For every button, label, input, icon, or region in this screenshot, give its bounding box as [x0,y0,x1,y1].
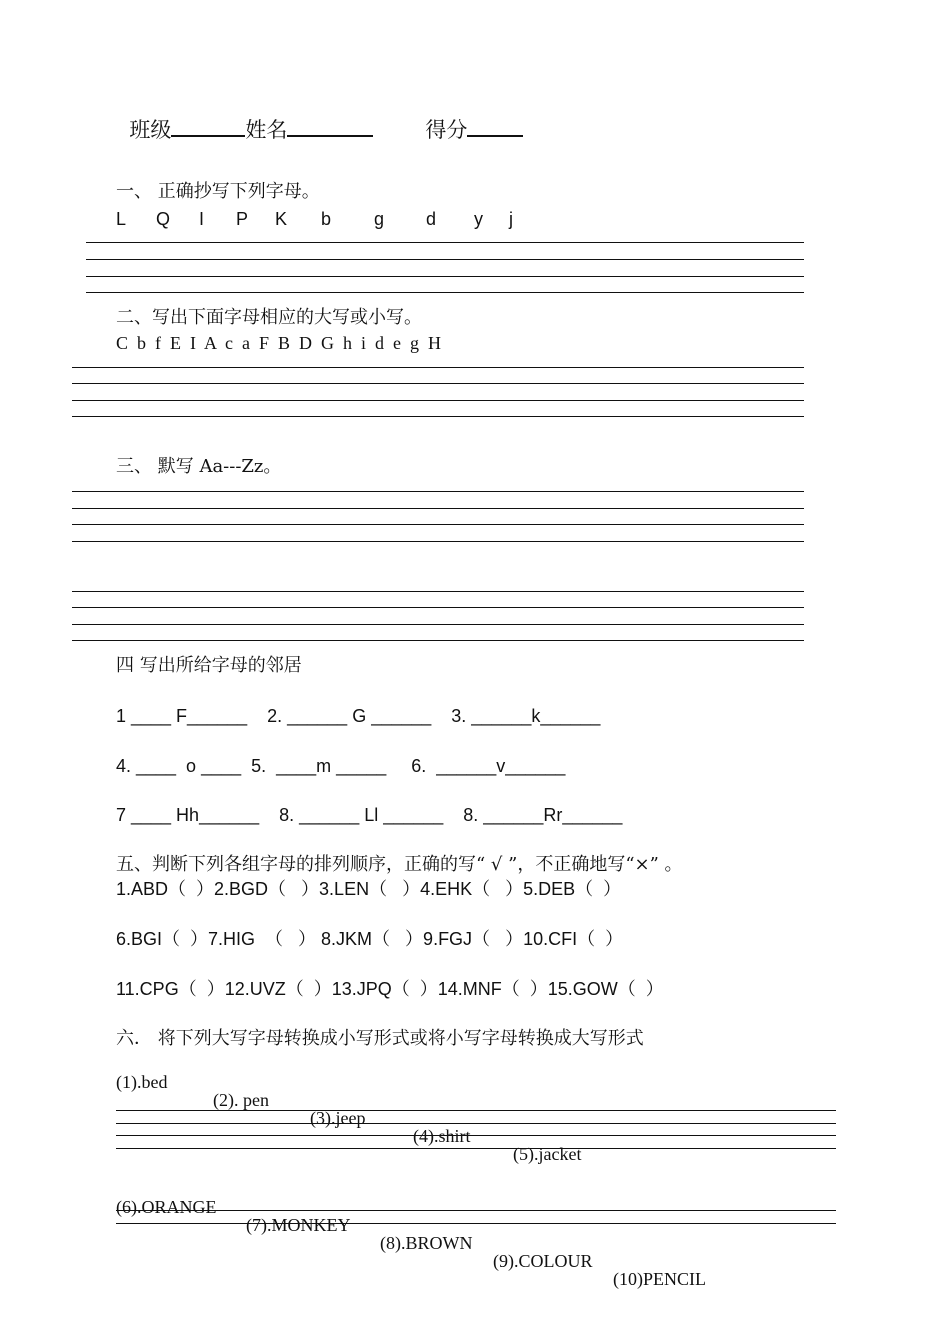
section6-words2 [0,1180,950,1289]
writing-line[interactable] [72,416,804,417]
section6-title: 六． 将下列大写字母转换成小写形式或将小写字母转换成大写形式 [116,1028,644,1049]
class-label: 班级 [129,118,172,142]
letter: y [474,209,483,229]
writing-line[interactable] [116,1135,836,1136]
score-blank[interactable] [467,117,523,137]
section4-row3[interactable]: 7 ____ Hh______ 8. ______ Ll ______ 8. ______Rr______ [116,805,623,825]
name-blank[interactable] [287,117,373,137]
section4-title: 四 写出所给字母的邻居 [116,655,302,676]
writing-line[interactable] [116,1123,836,1124]
writing-line[interactable] [116,1223,836,1224]
section6-words1 [0,1055,950,1164]
writing-line[interactable] [86,292,804,293]
word-item: (8).BROWN [380,1233,473,1253]
class-blank[interactable] [171,117,245,137]
writing-line[interactable] [72,524,804,525]
letter: I [199,209,205,229]
letter: K [275,209,288,229]
section3-title: 三、 默写 Aa---Zz。 [116,456,282,477]
letter: g [374,209,385,229]
writing-line[interactable] [86,259,804,260]
writing-line[interactable] [72,541,804,542]
letter: P [236,209,249,229]
word-item: (5).jacket [513,1144,582,1164]
letter: Q [156,209,171,229]
section1-letters [0,210,950,232]
header-row [116,96,523,141]
letter: b [321,209,332,229]
word-item: (3).jeep [310,1108,366,1128]
writing-line[interactable] [72,400,804,401]
name-label: 姓名 [245,118,288,142]
writing-line[interactable] [72,491,804,492]
section5-row3[interactable]: 11.CPG（ ）12.UVZ（ ）13.JPQ（ ）14.MNF（ ）15.GOW（ ） [116,979,664,999]
section5-title: 五、判断下列各组字母的排列顺序，正确的写“ √ ”，不正确地写“×” 。 [116,854,683,875]
word-item: (2). pen [213,1090,269,1110]
word-item: (7).MONKEY [246,1215,351,1235]
letter: d [426,209,437,229]
letter: j [509,209,513,229]
section5-row1[interactable]: 1.ABD（ ）2.BGD（ ）3.LEN（ ）4.EHK（ ）5.DEB（ ） [116,879,622,899]
writing-line[interactable] [116,1148,836,1149]
writing-line[interactable] [72,607,804,608]
section2-letters: C b f E I A c a F B D G h i d e g H [116,333,441,353]
word-item: (9).COLOUR [493,1251,593,1271]
writing-line[interactable] [72,383,804,384]
writing-line[interactable] [86,276,804,277]
score-label: 得分 [425,118,468,142]
writing-line[interactable] [72,508,804,509]
writing-line[interactable] [72,640,804,641]
writing-line[interactable] [116,1110,836,1111]
letter: L [116,209,127,229]
word-item: (1).bed [116,1072,168,1092]
section1-title: 一、 正确抄写下列字母。 [116,181,320,202]
section4-row2[interactable]: 4. ____ o ____ 5. ____m _____ 6. ______v______ [116,756,566,776]
section4-row1[interactable]: 1 ____ F______ 2. ______ G ______ 3. ______k______ [116,706,601,726]
writing-line[interactable] [72,591,804,592]
writing-line[interactable] [116,1210,836,1211]
writing-line[interactable] [72,367,804,368]
word-item: (10)PENCIL [613,1269,706,1289]
word-item: (4).shirt [413,1126,471,1146]
section2-title: 二、写出下面字母相应的大写或小写。 [116,307,422,328]
writing-line[interactable] [86,242,804,243]
writing-line[interactable] [72,624,804,625]
word-item: (6).ORANGE [116,1197,217,1217]
section5-row2[interactable]: 6.BGI（ ）7.HIG （ ） 8.JKM（ ）9.FGJ（ ）10.CFI（ ） [116,929,624,949]
